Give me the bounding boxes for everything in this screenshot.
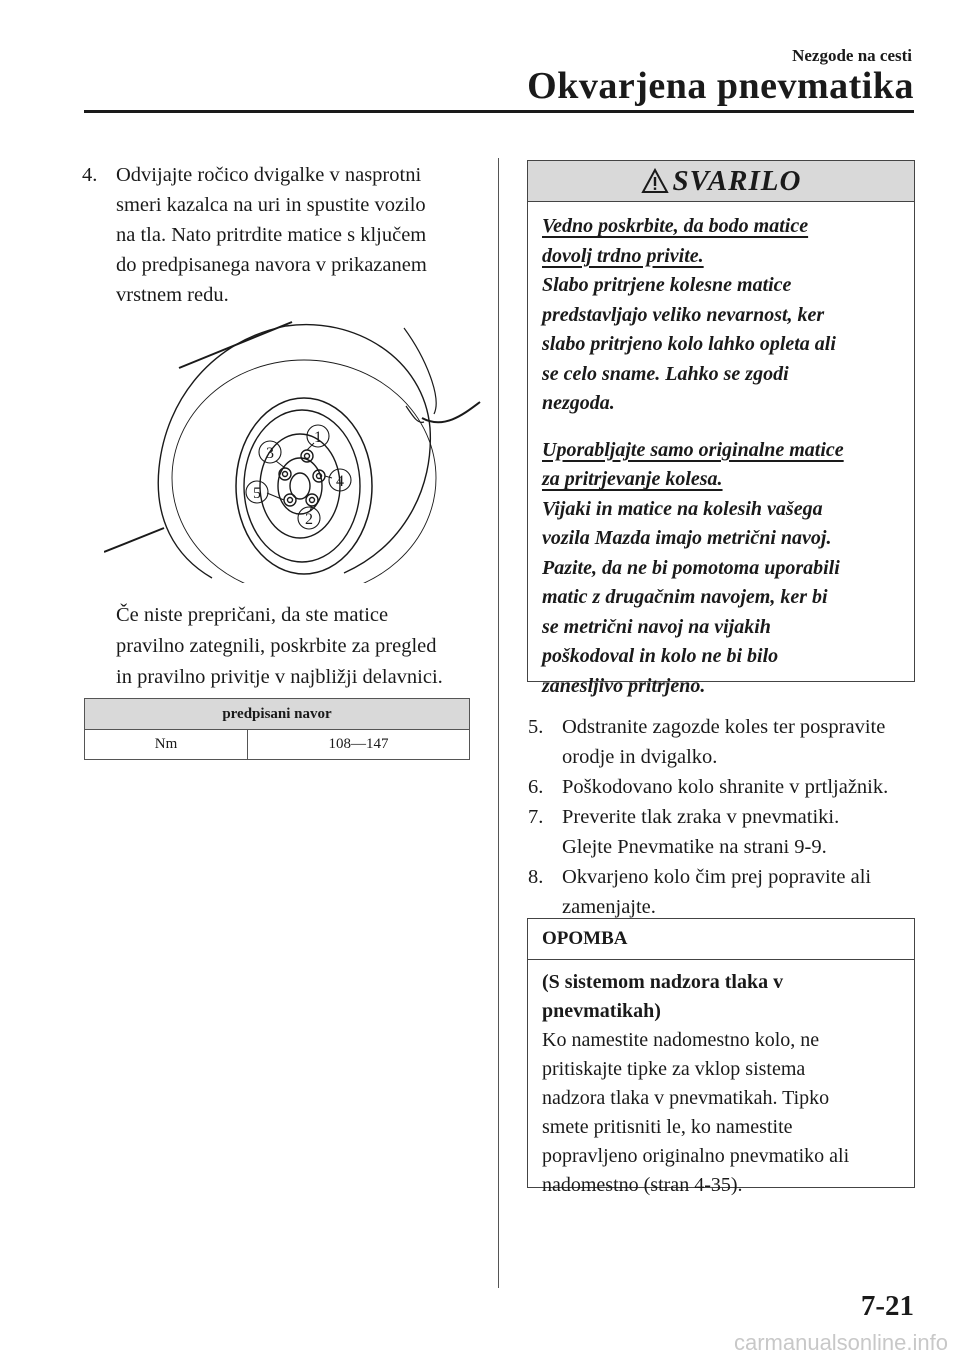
note-line: Ko namestite nadomestno kolo, ne — [542, 1029, 820, 1051]
step-number: 8. — [528, 866, 544, 888]
warning-emphasis: za pritrjevanje kolesa. — [542, 468, 723, 490]
note-body — [528, 960, 914, 1200]
note-line: pritiskajte tipke za vklop sistema — [542, 1058, 806, 1080]
figure-label-3: 3 — [266, 445, 274, 462]
note-line: Če niste prepričani, da ste matice — [116, 604, 389, 626]
warning-line: Pazite, da ne bi pomotoma uporabili — [542, 556, 840, 579]
step-line: zamenjajte. — [562, 896, 656, 918]
warning-triangle-icon — [641, 168, 669, 194]
note-line: nadzora tlaka v pnevmatikah. Tipko — [542, 1087, 830, 1109]
note-subtitle: (S sistemom nadzora tlaka v — [542, 971, 784, 993]
warning-title: SVARILO — [672, 164, 802, 197]
step-number: 5. — [528, 716, 544, 738]
step-8 — [528, 862, 918, 922]
warning-line: slabo pritrjeno kolo lahko opleta ali — [542, 333, 836, 355]
figure-label-1: 1 — [314, 429, 322, 446]
torque-table — [84, 698, 470, 760]
figure-label-5: 5 — [253, 485, 261, 502]
warning-line: matic z drugačnim navojem, ker bi — [542, 586, 828, 608]
note-line: smete pritisniti le, ko namestite — [542, 1116, 793, 1138]
note-line: pravilno zategnili, poskrbite za pregled — [116, 635, 437, 657]
step-line: do predpisanega navora v prikazanem — [116, 254, 427, 276]
table-header: predpisani navor — [85, 699, 470, 730]
table-value: 108―147 — [248, 730, 470, 760]
step-4 — [82, 160, 472, 310]
step-7 — [528, 802, 918, 862]
step-number: 7. — [528, 806, 544, 828]
note-header: OPOMBA — [528, 919, 914, 960]
table-header-row — [85, 699, 470, 730]
step-line: smeri kazalca na uri in spustite vozilo — [116, 194, 426, 216]
page-number: 7-21 — [860, 1290, 914, 1322]
watermark: carmanualsonline.info — [733, 1330, 948, 1355]
table-row — [85, 730, 470, 760]
step-line: Poškodovano kolo shranite v prtljažnik. — [562, 776, 889, 798]
step-5 — [528, 712, 918, 772]
step-line: vrstnem redu. — [116, 284, 229, 306]
wheel-lug-nut-illustration — [104, 318, 484, 583]
page-title: Okvarjena pnevmatika — [527, 65, 914, 107]
warning-header — [528, 161, 914, 202]
header-section: Nezgode na cesti — [792, 46, 912, 65]
warning-line: Vijaki in matice na kolesih vašega — [542, 497, 823, 520]
note-subtitle: pnevmatikah) — [542, 1000, 661, 1022]
warning-line: vozila Mazda imajo metrični navoj. — [542, 527, 832, 549]
note-line: in pravilno privitje v najbližji delavnici. — [116, 666, 443, 688]
step-line: Preverite tlak zraka v pnevmatiki. — [562, 806, 840, 828]
warning-line: nezgoda. — [542, 392, 615, 414]
warning-line: predstavljajo veliko nevarnost, ker — [542, 303, 825, 326]
left-column — [82, 160, 472, 310]
step-number: 4. — [82, 164, 98, 186]
warning-line: poškodoval in kolo ne bi bilo — [542, 645, 779, 667]
step-line: Okvarjeno kolo čim prej popravite ali — [562, 866, 872, 888]
note-line: nadomestno (stran 4-35). — [542, 1174, 743, 1196]
warning-line: se celo sname. Lahko se zgodi — [542, 362, 789, 385]
warning-body — [528, 202, 914, 701]
step-line: Glejte Pnevmatike na strani 9-9. — [562, 836, 827, 858]
torque-note — [116, 600, 476, 693]
warning-emphasis: dovolj trdno privite. — [542, 244, 704, 267]
table-unit: Nm — [85, 730, 248, 760]
warning-emphasis: Uporabljajte samo originalne matice — [542, 438, 844, 461]
step-line: Odstranite zagozde koles ter pospravite — [562, 716, 886, 738]
figure-label-4: 4 — [336, 473, 344, 490]
warning-line: zanesljivo pritrjeno. — [542, 674, 706, 697]
note-box — [527, 918, 915, 1196]
warning-line: Slabo pritrjene kolesne matice — [542, 274, 792, 296]
column-divider — [498, 158, 499, 1288]
note-line: popravljeno originalno pnevmatiko ali — [542, 1145, 850, 1167]
step-line: na tla. Nato pritrdite matice s ključem — [116, 224, 427, 246]
figure-label-2: 2 — [305, 511, 313, 528]
step-line: Odvijajte ročico dvigalke v nasprotni — [116, 164, 422, 186]
warning-emphasis: Vedno poskrbite, da bodo matice — [542, 215, 809, 237]
step-6 — [528, 772, 918, 802]
header-rule — [84, 110, 914, 113]
right-steps — [528, 712, 918, 922]
step-number: 6. — [528, 776, 544, 798]
warning-box — [527, 160, 915, 697]
step-line: orodje in dvigalko. — [562, 746, 718, 768]
warning-line: se metrični navoj na vijakih — [542, 615, 771, 638]
